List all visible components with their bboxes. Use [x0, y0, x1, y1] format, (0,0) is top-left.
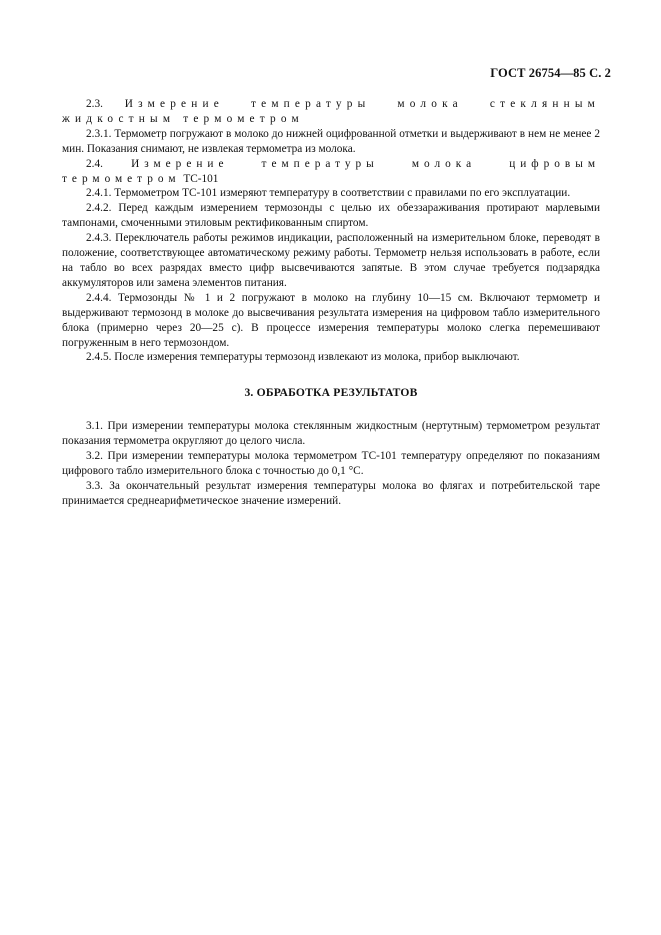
paragraph-2-4 — [62, 157, 600, 187]
document-body — [62, 97, 600, 509]
page-header: ГОСТ 26754—85 С. 2 — [490, 66, 611, 80]
paragraph-2-3 — [62, 97, 600, 127]
section-title: 3. ОБРАБОТКА РЕЗУЛЬТАТОВ — [244, 386, 418, 400]
clause-title: Измерение температуры молока цифровым термометром — [62, 157, 600, 185]
paragraph-2-4-1: 2.4.1. Термометром ТС-101 измеряют температуру в соответствии с правилами по его эксплуатации. — [86, 187, 571, 200]
paragraph-3-1: 3.1. При измерении температуры молока стеклянным жидкостным (нертутным) термометром результат показания термометра округляют до целого числа. — [62, 420, 600, 448]
paragraph-2-4-5: 2.4.5. После измерения температуры термозонд извлекают из молока, прибор выключают. — [86, 351, 520, 364]
paragraph-2-4-4: 2.4.4. Термозонды № 1 и 2 погружают в молоко на глубину 10—15 см. Включают термометр и выдерживают термозонд в молоке до высвечивания результата измерения на цифровом табло измерительного блока (примерно через 20—25 с). В процессе измерения температуры молоко слегка перемешивают погруженным в него термозондом. — [62, 291, 600, 349]
paragraph-3-3: 3.3. За окончательный результат измерения температуры молока во флягах и потребительской таре принимается среднеарифметическое значение измерений. — [62, 479, 600, 507]
clause-number: 2.3. — [86, 98, 103, 110]
clause-title-tail: ТС-101 — [183, 172, 219, 185]
paragraph-2-4-2: 2.4.2. Перед каждым измерением термозонды с целью их обеззараживания протирают марлевыми тампонами, смоченными этиловым ректификованным спиртом. — [62, 202, 600, 230]
clause-number: 2.4. — [86, 157, 103, 170]
clause-title: Измерение температуры молока стеклянным жидкостным термометром — [62, 98, 600, 125]
paragraph-3-2: 3.2. При измерении температуры молока термометром ТС-101 температуру определяют по показаниям цифрового табло измерительного блока с точностью до 0,1 °С. — [62, 450, 600, 477]
paragraph-2-4-3: 2.4.3. Переключатель работы режимов индикации, расположенный на измерительном блоке, переводят в положение, соответствующее автоматическому режиму работы. Термометр нельзя использовать в работе, если на табло во всех разрядах вместо цифр высвечиваются запятые. В этом случае требуется подзарядка аккумуляторов или замена элементов питания. — [62, 232, 600, 289]
paragraph-2-3-1: 2.3.1. Термометр погружают в молоко до нижней оцифрованной отметки и выдерживают в нем не менее 2 мин. Показания снимают, не извлекая термометра из молока. — [62, 127, 600, 155]
